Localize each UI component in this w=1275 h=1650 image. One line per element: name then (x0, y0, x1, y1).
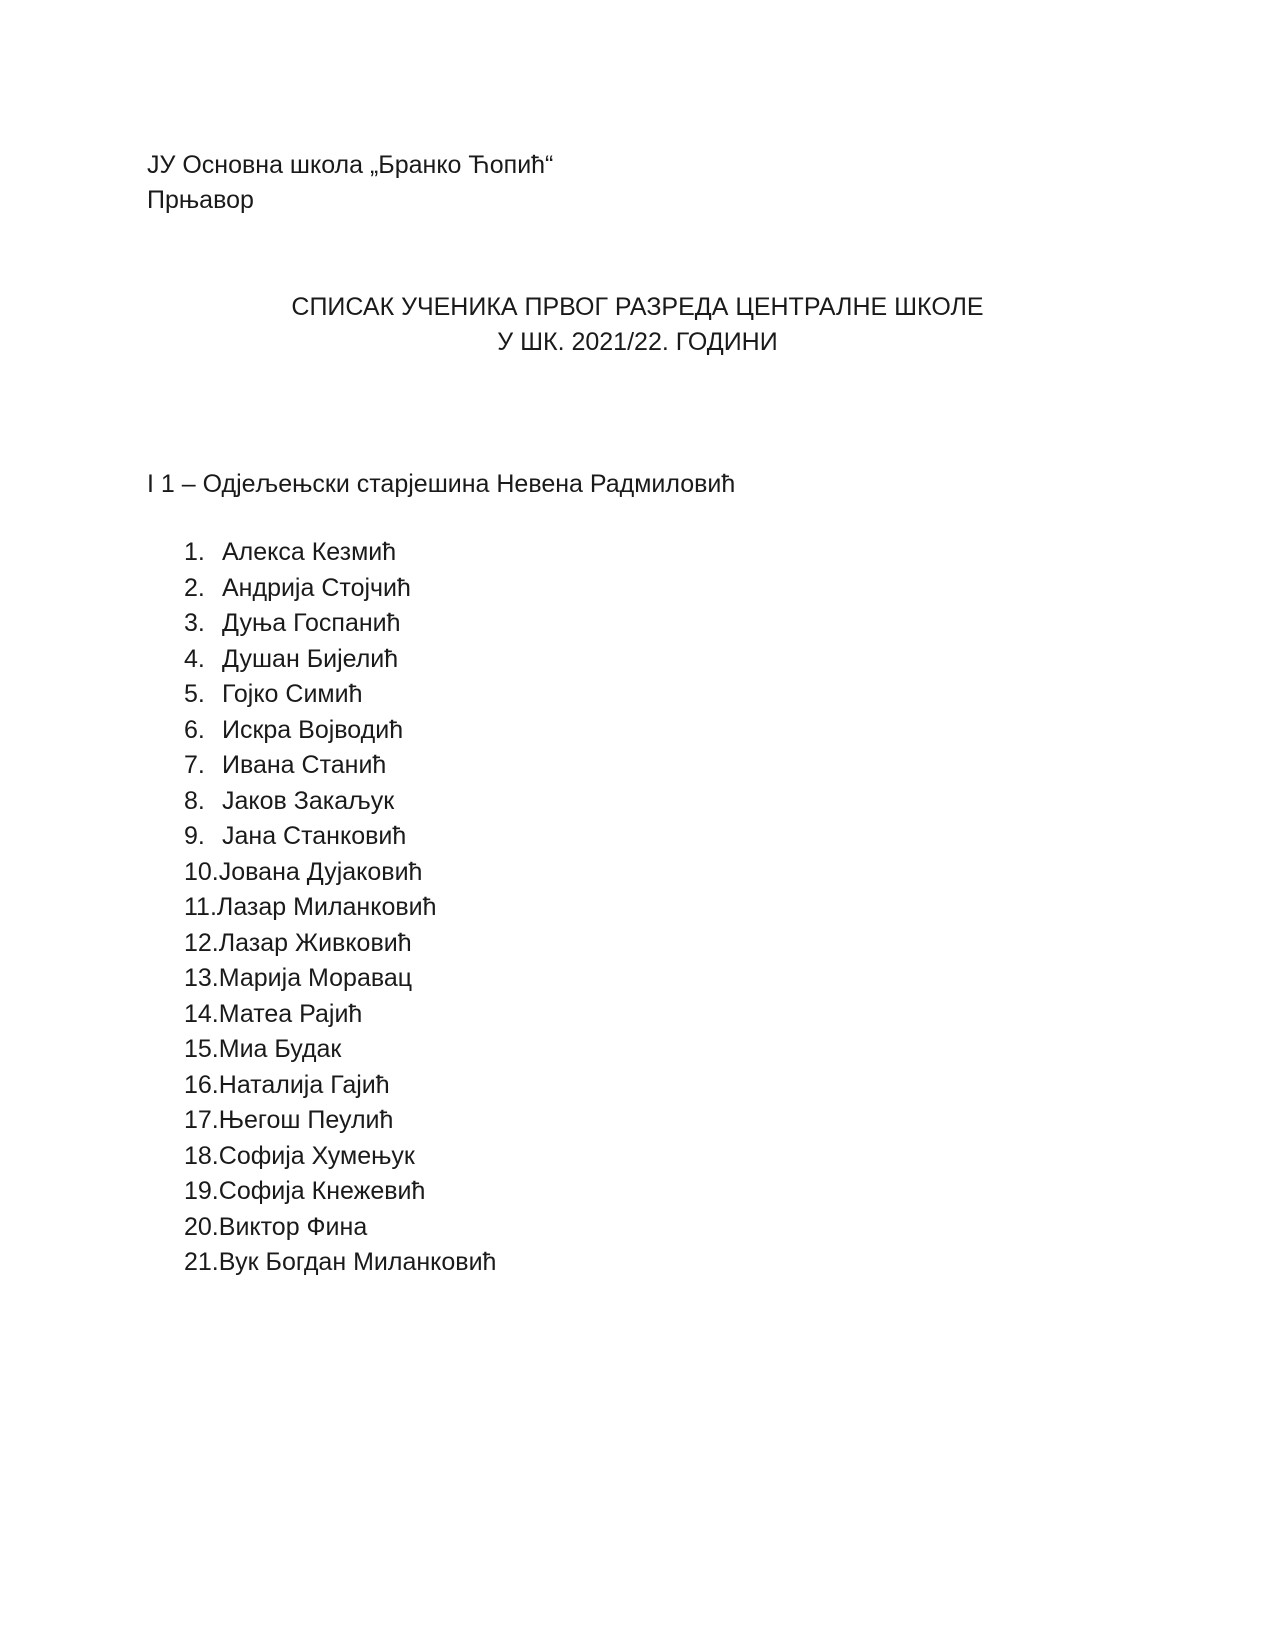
student-name: Ивана Станић (222, 751, 387, 779)
item-number: 1. (184, 538, 205, 566)
item-number: 10. (184, 857, 219, 886)
student-name: Дуња Госпанић (222, 609, 401, 637)
item-number: 5. (184, 680, 205, 708)
student-name: Виктор Фина (218, 1212, 368, 1241)
student-name: Андрија Стојчић (222, 573, 411, 602)
list-item (184, 1245, 496, 1281)
item-number: 16. (184, 1070, 219, 1099)
student-name: Лазар Миланковић (216, 893, 437, 921)
student-name: Душан Бијелић (222, 644, 399, 673)
list-item (184, 784, 496, 820)
student-name: Матеа Рајић (218, 999, 363, 1028)
list-item (184, 535, 496, 571)
item-number: 11. (184, 893, 217, 921)
student-name: Софија Кнежевић (218, 1177, 426, 1205)
list-item (184, 1174, 496, 1210)
list-item (184, 819, 496, 855)
student-name: Јована Дујаковић (218, 857, 423, 886)
list-item (184, 855, 496, 891)
item-number: 12. (184, 928, 219, 957)
school-town: Прњавор (147, 186, 254, 214)
item-number: 13. (184, 964, 219, 992)
item-number: 2. (184, 573, 205, 602)
list-item (184, 997, 496, 1033)
list-item (184, 606, 496, 642)
student-name: Вук Богдан Миланковић (218, 1248, 497, 1276)
item-number: 8. (184, 786, 205, 815)
student-name: Миа Будак (218, 1035, 342, 1063)
list-item (184, 1210, 496, 1246)
item-number: 17. (184, 1106, 219, 1134)
item-number: 20. (184, 1212, 219, 1241)
student-name: Софија Хумењук (218, 1141, 415, 1170)
student-name: Марија Моравац (218, 964, 413, 992)
list-item (184, 1068, 496, 1104)
student-name: Алекса Кезмић (222, 538, 397, 566)
school-name: ЈУ Основна школа „Бранко Ћопић“ (147, 151, 554, 179)
school-header (147, 148, 553, 218)
item-number: 3. (184, 609, 205, 637)
list-item (184, 748, 496, 784)
list-item (184, 926, 496, 962)
list-item (184, 890, 496, 926)
document-title (0, 290, 1275, 360)
item-number: 9. (184, 822, 205, 850)
list-item (184, 571, 496, 607)
item-number: 15. (184, 1035, 219, 1063)
item-number: 18. (184, 1141, 219, 1170)
student-name: Гојко Симић (222, 680, 363, 708)
item-number: 7. (184, 751, 205, 779)
item-number: 4. (184, 644, 205, 673)
list-item (184, 713, 496, 749)
student-name: Наталија Гајић (218, 1070, 390, 1099)
title-line-2: У ШК. 2021/22. ГОДИНИ (497, 328, 778, 356)
student-name: Његош Пеулић (218, 1106, 394, 1134)
item-number: 19. (184, 1177, 219, 1205)
item-number: 6. (184, 715, 205, 744)
student-name: Јаков Закаљук (222, 786, 395, 815)
title-line-1: СПИСАК УЧЕНИКА ПРВОГ РАЗРЕДА ЦЕНТРАЛНЕ ШКОЛЕ (291, 293, 984, 321)
student-name: Искра Војводић (222, 715, 404, 744)
list-item (184, 1032, 496, 1068)
list-item (184, 1103, 496, 1139)
item-number: 14. (184, 999, 219, 1028)
class-teacher-line: I 1 – Одјељењски старјешина Невена Радмиловић (147, 470, 736, 498)
list-item (184, 642, 496, 678)
student-list (184, 535, 496, 1281)
list-item (184, 677, 496, 713)
item-number: 21. (184, 1248, 219, 1276)
list-item (184, 1139, 496, 1175)
student-name: Јана Станковић (222, 822, 407, 850)
student-name: Лазар Живковић (218, 928, 412, 957)
list-item (184, 961, 496, 997)
